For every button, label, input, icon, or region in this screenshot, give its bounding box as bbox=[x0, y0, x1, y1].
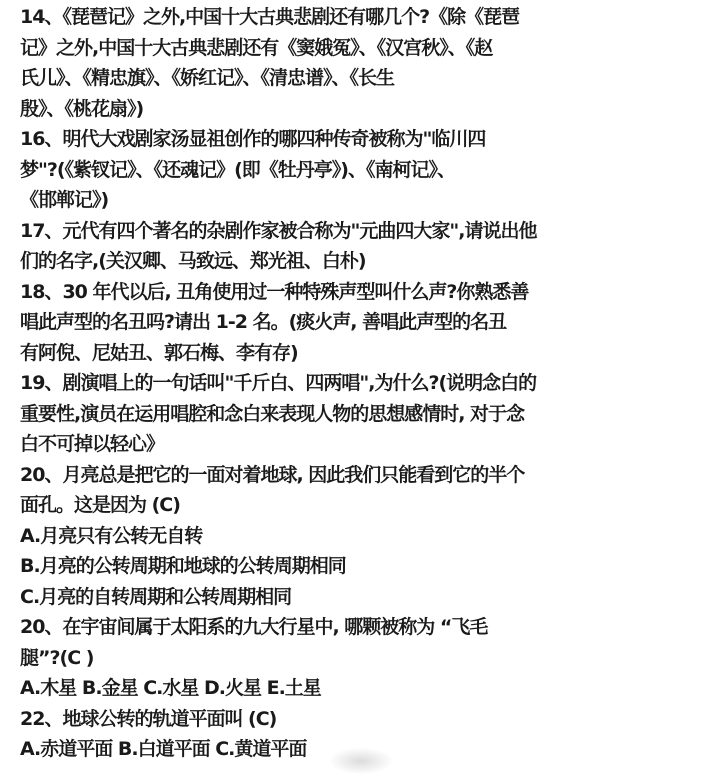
option-line: A.木星 B.金星 C.水星 D.火星 E.土星 bbox=[20, 677, 321, 699]
text-line-q19-1: 19、剧演唱上的一句话叫"千斤白、四两唱",为什么?(说明念白的 bbox=[20, 372, 537, 394]
text-line-q14-3: 氏儿》、《精忠旗》、《娇红记》、《清忠谱》、《长生 bbox=[20, 67, 395, 89]
option-line: A.月亮只有公转无自转 bbox=[20, 524, 203, 547]
text-line-q16-3: 《邯郸记》) bbox=[20, 189, 109, 211]
text-line-q19-2: 重要性,演员在运用唱腔和念白来表现人物的思想感情时, 对于念 bbox=[20, 402, 525, 425]
text-line-q14-2: 记》之外,中国十大古典悲剧还有《窦娥冤》、《汉宫秋》、《赵 bbox=[20, 36, 493, 59]
text-line-q20b-2: 腿”?(C ) bbox=[20, 646, 94, 669]
text-line-q20a-1: 20、月亮总是把它的一面对着地球, 因此我们只能看到它的半个 bbox=[20, 463, 525, 486]
option-line: C.月亮的自转周期和公转周期相同 bbox=[20, 585, 292, 608]
document-text bbox=[20, 2, 690, 765]
text-line-q20a-2: 面孔。这是因为 (C) bbox=[20, 494, 180, 516]
option-line: B.月亮的公转周期和地球的公转周期相同 bbox=[20, 555, 346, 577]
text-line-q19-3: 白不可掉以轻心》 bbox=[20, 433, 165, 455]
text-line-q16-1: 16、明代大戏剧家汤显祖创作的哪四种传奇被称为"临川四 bbox=[20, 128, 486, 150]
text-line-q18-3: 有阿倪、尼姑丑、郭石梅、李有存) bbox=[20, 341, 298, 364]
text-line-q16-2: 梦"?(《紫钗记》、《还魂记》(即《牡丹亭》)、《南柯记》、 bbox=[20, 158, 455, 181]
text-line-q17-2: 们的名字,(关汉卿、马致远、郑光祖、白朴) bbox=[20, 250, 366, 272]
scan-smudge bbox=[330, 748, 392, 774]
text-line-q14-4: 殷》、《桃花扇》) bbox=[20, 97, 144, 120]
text-line-q14-1: 14、《琵琶记》之外,中国十大古典悲剧还有哪几个?《除《琵琶 bbox=[20, 6, 520, 28]
text-line-q18-2: 唱此声型的名丑吗?请出 1-2 名。(痰火声, 善唱此声型的名丑 bbox=[20, 311, 507, 333]
text-line-q18-1: 18、30 年代以后, 丑角使用过一种特殊声型叫什么声?你熟悉善 bbox=[20, 280, 529, 303]
option-line: A.赤道平面 B.白道平面 C.黄道平面 bbox=[20, 738, 307, 760]
text-line-q17-1: 17、元代有四个著名的杂剧作家被合称为"元曲四大家",请说出他 bbox=[20, 219, 537, 242]
text-line-q22-1: 22、地球公转的轨道平面叫 (C) bbox=[20, 707, 277, 730]
text-line-q20b-1: 20、在宇宙间属于太阳系的九大行星中, 哪颗被称为 “飞毛 bbox=[20, 616, 488, 638]
